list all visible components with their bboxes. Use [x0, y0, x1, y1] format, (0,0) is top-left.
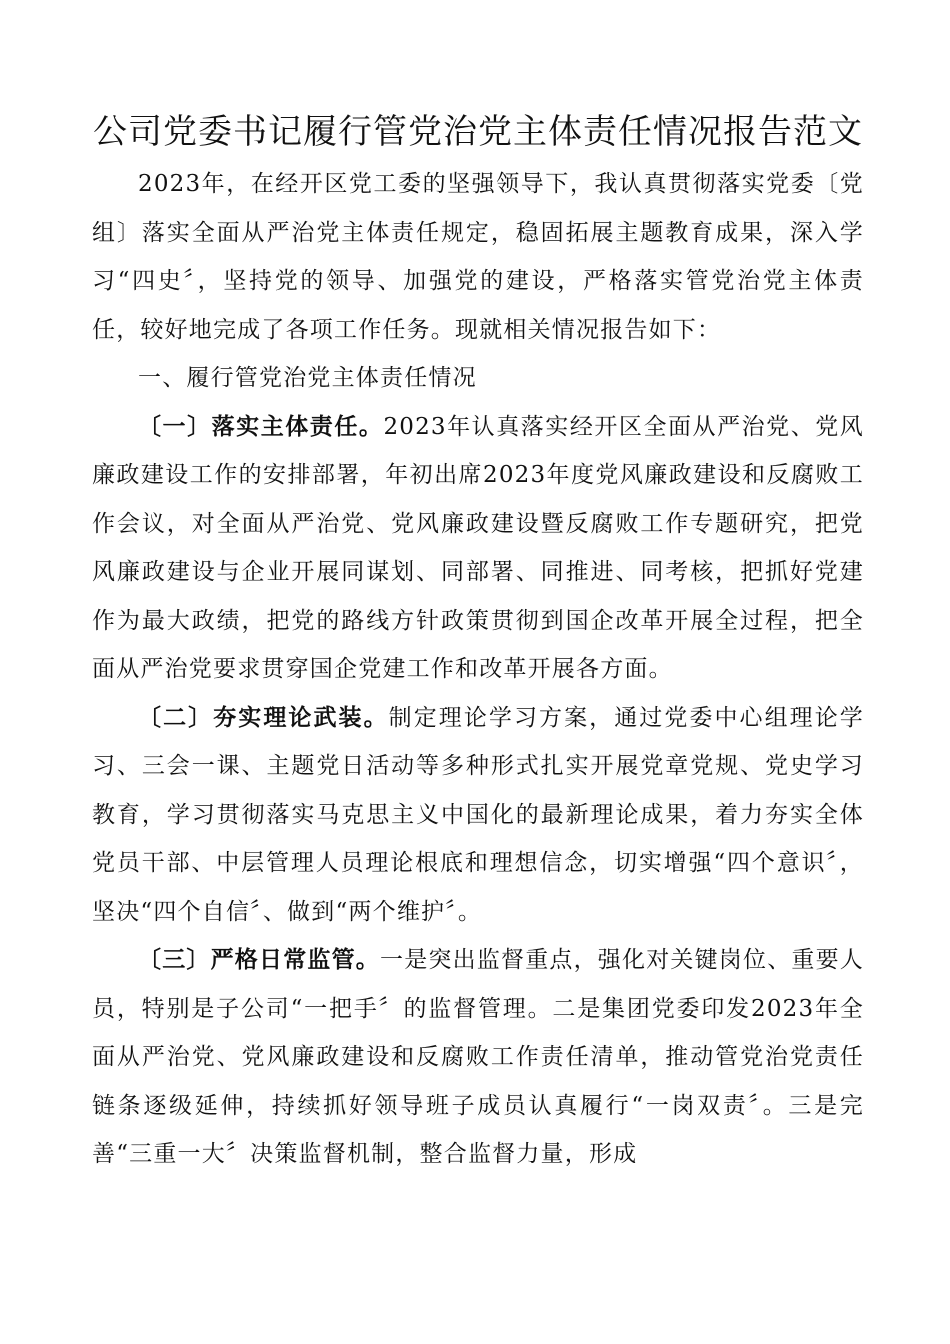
item-paragraph-1: [92, 403, 864, 694]
item-lead-2: 〔二〕夯实理论武装。: [138, 704, 389, 731]
document-title: 公司党委书记履行管党治党主体责任情况报告范文: [93, 112, 863, 152]
item-body-3: 一是突出监督重点，强化对关键岗位、重要人员，特别是子公司“一把手〞的监督管理。二是集团党委印发2023年全面从严治党、党风廉政建设和反腐败工作责任清单，推动管党治党责任链条逐级延伸，持续抓好领导班子成员认真履行“一岗双责〞。三是完善“三重一大〞决策监督机制，整合监督力量，形成: [92, 947, 864, 1167]
item-body-1: 2023年认真落实经开区全面从严治党、党风廉政建设工作的安排部署，年初出席2023年度党风廉政建设和反腐败工作会议，对全面从严治党、党风廉政建设暨反腐败工作专题研究，把党风廉政建设与企业开展同谋划、同部署、同推进、同考核，把抓好党建作为最大政绩，把党的路线方针政策贯彻到国企改革开展全过程，把全面从严治党要求贯穿国企党建工作和改革开展各方面。: [92, 413, 865, 682]
item-paragraph-2: [92, 694, 864, 937]
document-page: [92, 108, 864, 1179]
item-paragraph-3: [92, 936, 864, 1179]
item-body-2: 制定理论学习方案，通过党委中心组理论学习、三会一课、主题党日活动等多种形式扎实开展党章党规、党史学习教育，学习贯彻落实马克思主义中国化的最新理论成果，着力夯实全体党员干部、中层管理人员理论根底和理想信念，切实增强“四个意识〞，坚决“四个自信〞、做到“两个维护〞。: [92, 704, 864, 925]
item-lead-3: 〔三〕严格日常监管。: [138, 947, 380, 973]
section-heading-1: 一、履行管党治党主体责任情况: [138, 365, 477, 391]
item-lead-1: 〔一〕落实主体责任。: [138, 413, 384, 440]
intro-paragraph: 2023年，在经开区党工委的坚强领导下，我认真贯彻落实党委〔党组〕落实全面从严治党主体责任规定，稳固拓展主题教育成果，深入学习“四史〞，坚持党的领导、加强党的建设，严格落实管党治党主体责任，较好地完成了各项工作任务。现就相关情况报告如下：: [92, 171, 864, 343]
